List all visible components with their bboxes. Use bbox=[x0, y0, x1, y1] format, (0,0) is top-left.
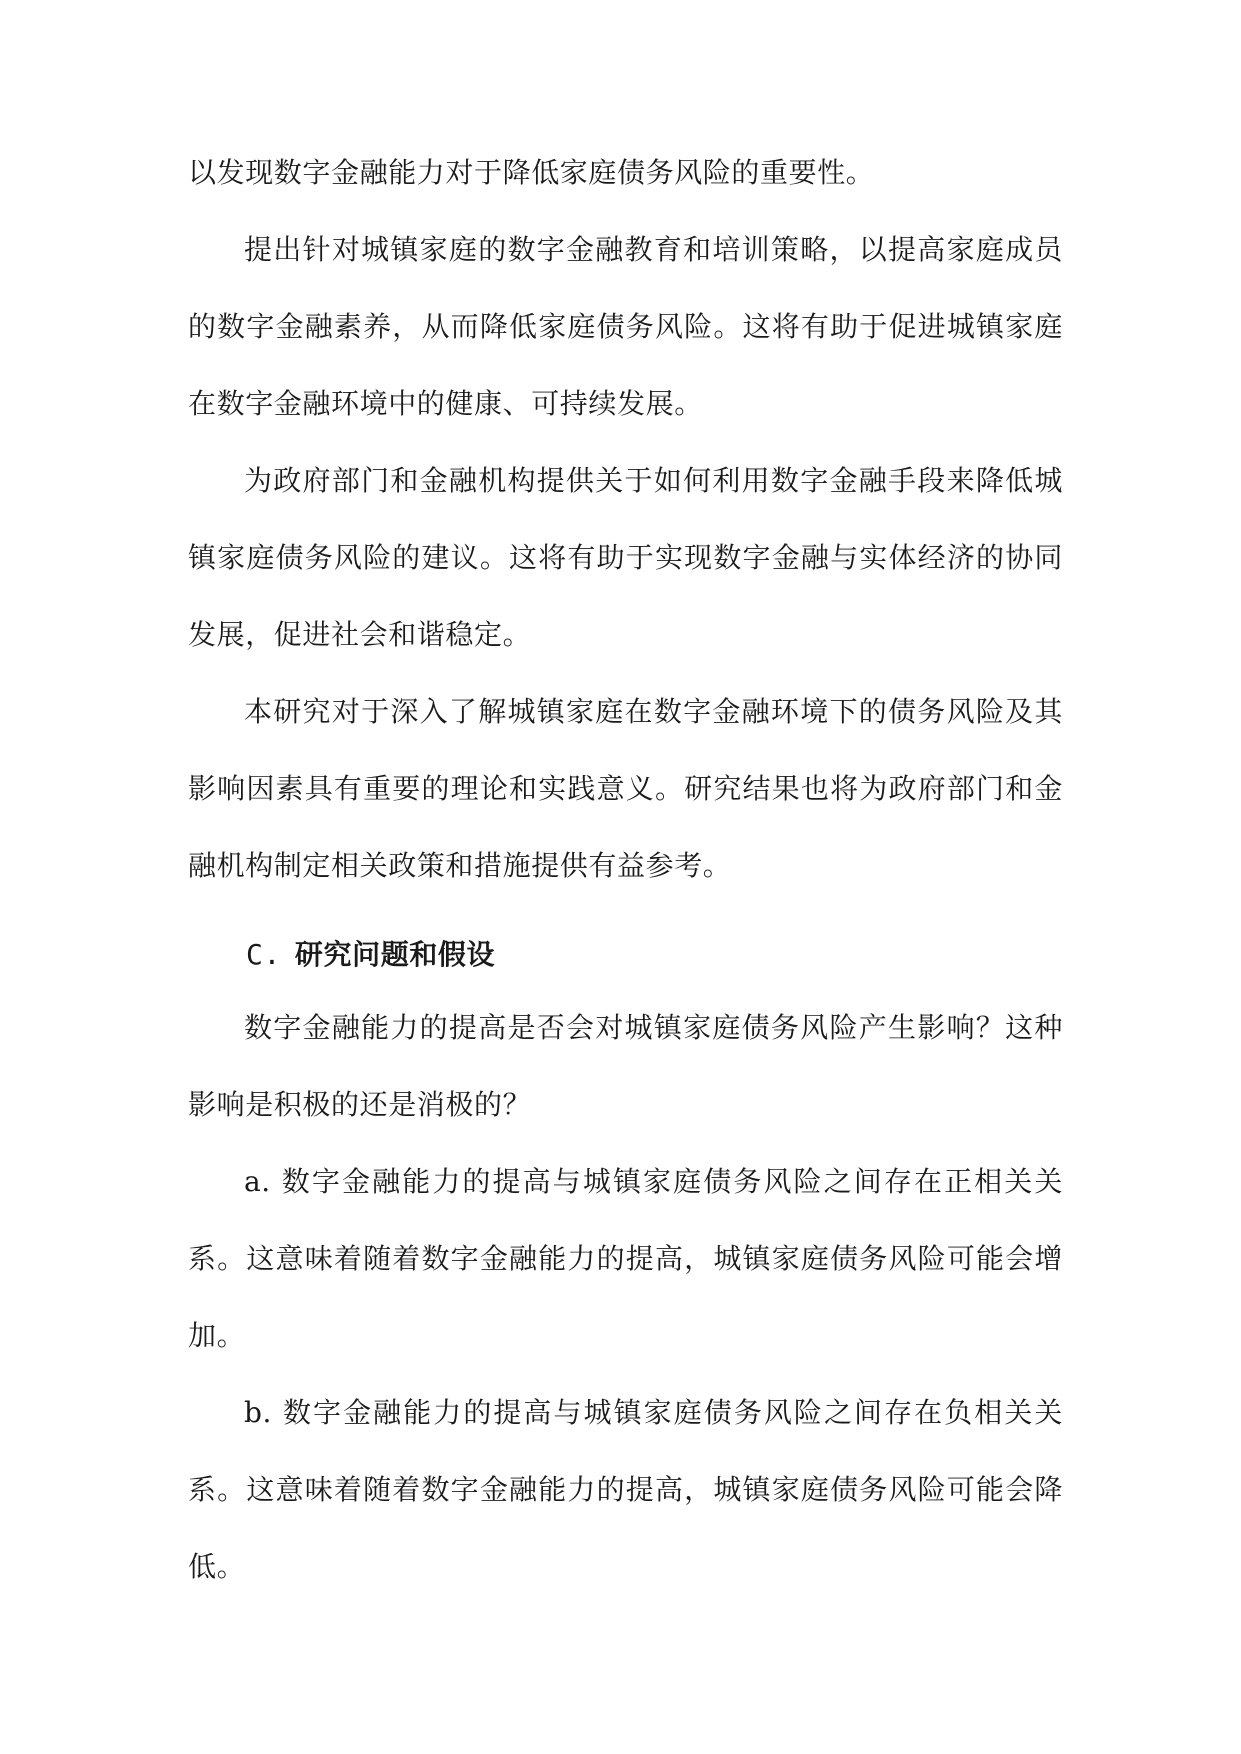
paragraph-research-significance: 本研究对于深入了解城镇家庭在数字金融环境下的债务风险及其影响因素具有重要的理论和实践意义。研究结果也将为政府部门和金融机构制定相关政策和措施提供有益参考。 bbox=[188, 695, 1063, 882]
paragraph-hypothesis-a: a. 数字金融能力的提高与城镇家庭债务风险之间存在正相关关系。这意味着随着数字金融能力的提高，城镇家庭债务风险可能会增加。 bbox=[188, 1165, 1063, 1352]
paragraph-continuation: 以发现数字金融能力对于降低家庭债务风险的重要性。 bbox=[188, 156, 875, 189]
paragraph-policy-advice: 为政府部门和金融机构提供关于如何利用数字金融手段来降低城镇家庭债务风险的建议。这将有助于实现数字金融与实体经济的协同发展，促进社会和谐稳定。 bbox=[188, 464, 1063, 651]
paragraph-hypothesis-b: b. 数字金融能力的提高与城镇家庭债务风险之间存在负相关关系。这意味着随着数字金融能力的提高，城镇家庭债务风险可能会降低。 bbox=[188, 1396, 1063, 1583]
paragraph-education-strategy: 提出针对城镇家庭的数字金融教育和培训策略，以提高家庭成员的数字金融素养，从而降低家庭债务风险。这将有助于促进城镇家庭在数字金融环境中的健康、可持续发展。 bbox=[188, 233, 1063, 420]
section-title: 研究问题和假设 bbox=[294, 938, 496, 971]
paragraph-research-question: 数字金融能力的提高是否会对城镇家庭债务风险产生影响？这种影响是积极的还是消极的？ bbox=[188, 1011, 1063, 1121]
section-heading bbox=[246, 935, 495, 975]
section-label: C. bbox=[246, 938, 281, 971]
